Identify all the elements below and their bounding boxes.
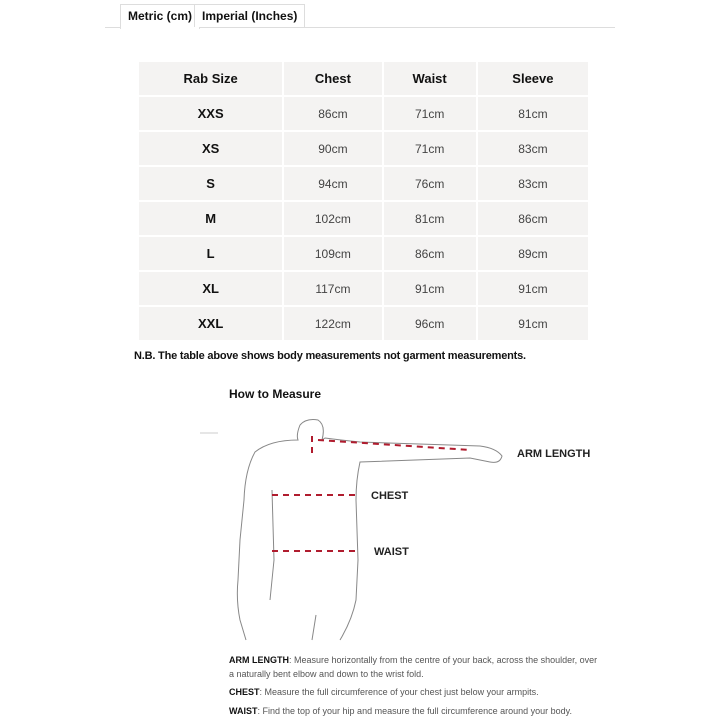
size-cell: S — [139, 167, 282, 200]
table-cell: 102cm — [284, 202, 381, 235]
table-cell: 117cm — [284, 272, 381, 305]
table-cell: 96cm — [384, 307, 476, 340]
size-cell: M — [139, 202, 282, 235]
table-cell: 91cm — [478, 272, 588, 305]
waist-label: WAIST — [374, 546, 409, 558]
table-cell: 71cm — [384, 132, 476, 165]
size-cell: XXL — [139, 307, 282, 340]
tab-metric[interactable]: Metric (cm) — [120, 4, 200, 29]
waist-description: WAIST: Find the top of your hip and measure the full circumference around your body. — [229, 706, 573, 716]
table-cell: 122cm — [284, 307, 381, 340]
table-cell: 81cm — [478, 97, 588, 130]
table-cell: 86cm — [384, 237, 476, 270]
header-chest: Chest — [284, 62, 381, 95]
table-cell: 86cm — [284, 97, 381, 130]
table-cell: 86cm — [478, 202, 588, 235]
body-outline — [237, 420, 502, 640]
table-cell: 89cm — [478, 237, 588, 270]
table-cell: 83cm — [478, 132, 588, 165]
size-cell: XS — [139, 132, 282, 165]
tab-imperial[interactable]: Imperial (Inches) — [194, 4, 305, 27]
table-cell: 94cm — [284, 167, 381, 200]
arm-length-description: ARM LENGTH: Measure horizontally from the centre of your back, across the shoulder, over a naturally bent elbow and down to the wrist fold. — [229, 655, 598, 679]
size-cell: XL — [139, 272, 282, 305]
measurement-note: N.B. The table above shows body measurements not garment measurements. — [134, 350, 526, 362]
table-cell: 83cm — [478, 167, 588, 200]
table-cell: 90cm — [284, 132, 381, 165]
chest-description: CHEST: Measure the full circumference of your chest just below your armpits. — [229, 687, 539, 697]
table-cell: 91cm — [478, 307, 588, 340]
table-cell: 76cm — [384, 167, 476, 200]
table-cell: 81cm — [384, 202, 476, 235]
size-cell: XXS — [139, 97, 282, 130]
size-cell: L — [139, 237, 282, 270]
header-waist: Waist — [384, 62, 476, 95]
arm-length-label: ARM LENGTH — [517, 448, 591, 460]
header-size: Rab Size — [139, 62, 282, 95]
chest-label: CHEST — [371, 490, 409, 502]
table-cell: 91cm — [384, 272, 476, 305]
header-sleeve: Sleeve — [478, 62, 588, 95]
how-to-measure-title: How to Measure — [229, 387, 322, 401]
table-cell: 109cm — [284, 237, 381, 270]
table-cell: 71cm — [384, 97, 476, 130]
